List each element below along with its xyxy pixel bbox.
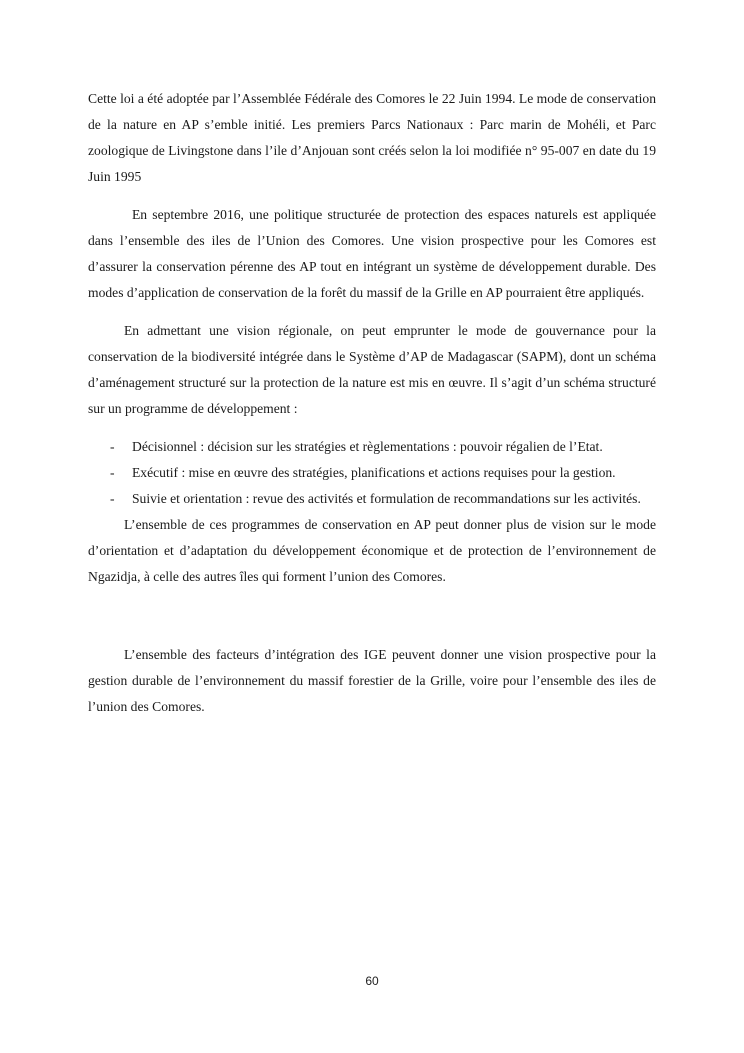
bullet-marker: - bbox=[110, 465, 115, 480]
list-item bbox=[88, 460, 656, 486]
governance-bullet-list bbox=[88, 434, 656, 512]
bullet-text: Suivie et orientation : revue des activités et formulation de recommandations sur les activités. bbox=[132, 491, 641, 506]
list-item bbox=[88, 434, 656, 460]
page-number: 60 bbox=[365, 974, 379, 988]
paragraph-conservation-programs: L’ensemble de ces programmes de conservation en AP peut donner plus de vision sur le mode d’orientation et d’adaptation du développement économique et de protection de l’environnement de Ngazidja, à celle des autres îles qui forment l’union des Comores. bbox=[88, 517, 656, 584]
list-item bbox=[88, 486, 656, 512]
bullet-marker: - bbox=[110, 439, 115, 454]
document-page bbox=[88, 86, 656, 720]
bullet-text: Exécutif : mise en œuvre des stratégies, planifications et actions requises pour la gestion. bbox=[132, 465, 616, 480]
paragraph-ige-factors: L’ensemble des facteurs d’intégration des IGE peuvent donner une vision prospective pour la gestion durable de l’environnement du massif forestier de la Grille, voire pour l’ensemble des iles de l’union des Comores. bbox=[88, 647, 656, 714]
paragraph-law-adoption: Cette loi a été adoptée par l’Assemblée Fédérale des Comores le 22 Juin 1994. Le mode de conservation de la nature en AP s’emble initié. Les premiers Parcs Nationaux : Parc marin de Mohéli, et Parc zoologique de Livingstone dans l’ile d’Anjouan sont créés selon la loi modifiée n° 95-007 en date du 19 Juin 1995 bbox=[88, 91, 656, 184]
paragraph-regional-vision: En admettant une vision régionale, on peut emprunter le mode de gouvernance pour la conservation de la biodiversité intégrée dans le Système d’AP de Madagascar (SAPM), dont un schéma d’aménagement structuré sur la protection de la nature est mis en œuvre. Il s’agit d’un schéma structuré sur un programme de développement : bbox=[88, 323, 656, 416]
bullet-marker: - bbox=[110, 491, 115, 506]
bullet-text: Décisionnel : décision sur les stratégies et règlementations : pouvoir régalien de l’Etat. bbox=[132, 439, 603, 454]
paragraph-protection-policy: En septembre 2016, une politique structurée de protection des espaces naturels est appliquée dans l’ensemble des iles de l’Union des Comores. Une vision prospective pour les Comores est d’assurer la conservation pérenne des AP tout en intégrant un système de développement durable. Des modes d’application de conservation de la forêt du massif de la Grille en AP pourraient être appliqués. bbox=[88, 207, 656, 300]
